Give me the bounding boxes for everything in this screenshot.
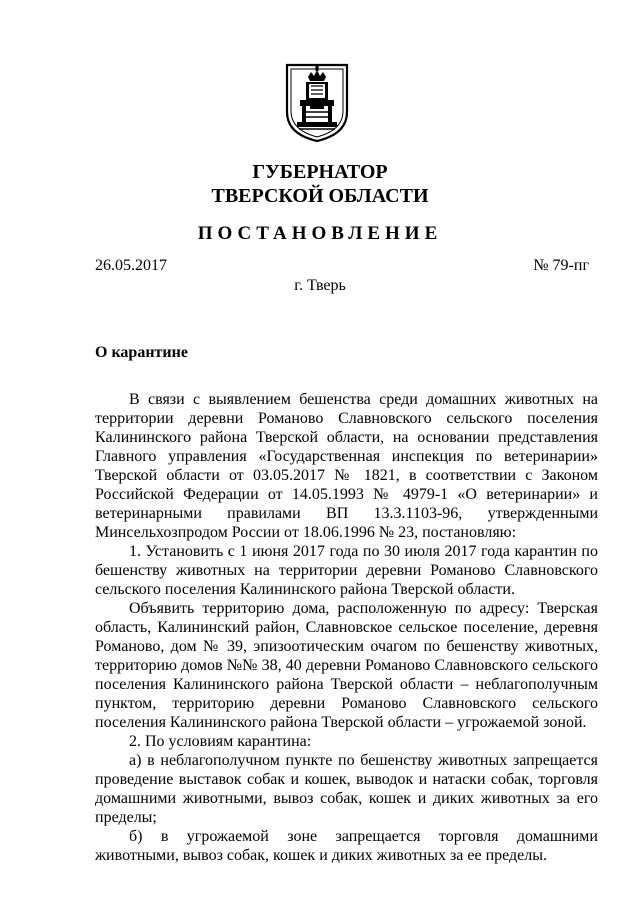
paragraph-item-1: 1. Установить с 1 июня 2017 года по 30 июля 2017 года карантин по бешенству животных на территории деревни Романово Славновского сельского поселения Калининского района Тверской области.: [95, 543, 598, 598]
document-subject: О карантине: [95, 344, 188, 361]
authority-title-line2: ТВЕРСКОЙ ОБЛАСТИ: [211, 185, 429, 207]
paragraph-declaration: Объявить территорию дома, расположенную по адресу: Тверская область, Калининский район, Славновское сельское поселение, деревня Романово, дом № 39, эпизоотическим очагом по бешенству животных, территорию домов №№ 38, 40 деревни Романово Славновского сельского поселения Калининского района Тверской области – неблагополучным пунктом, территорию деревни Романово Славновского сельского поселения Калининского района Тверской области – угрожаемой зоной.: [95, 600, 598, 731]
document-date: 26.05.2017: [95, 257, 167, 274]
paragraph-item-2a: а) в неблагополучном пункте по бешенству животных запрещается проведение выставок собак и кошек, выводок и натаски собак, торговля домашними животными, вывоз собак, кошек и диких животных за его пределы;: [95, 752, 598, 826]
document-number: № 79-пг: [533, 257, 589, 274]
document-body: [95, 390, 598, 865]
authority-title-line1: ГУБЕРНАТОР: [252, 161, 388, 183]
paragraph-item-2: 2. По условиям карантина:: [129, 733, 312, 750]
paragraph-preamble: В связи с выявлением бешенства среди домашних животных на территории деревни Романово Славновского сельского поселения Калининского района Тверской области, на основании представления Главного управления «Государственная инспекция по ветеринарии» Тверской области от 03.05.2017 № 1821, в соответствии с Законом Российской Федерации от 14.05.1993 № 4979-1 «О ветеринарии» и ветеринарными правилами ВП 13.3.1103-96, утвержденными Минсельхозпродом России от 18.06.1996 № 23, постановляю:: [95, 391, 598, 541]
document-type-title: ПОСТАНОВЛЕНИЕ: [197, 223, 443, 244]
tver-coat-of-arms-icon: [284, 62, 350, 144]
document-city: г. Тверь: [294, 277, 346, 294]
paragraph-item-2b: б) в угрожаемой зоне запрещается торговля домашними животными, вывоз собак, кошек и диких животных за ее пределы.: [95, 828, 598, 864]
